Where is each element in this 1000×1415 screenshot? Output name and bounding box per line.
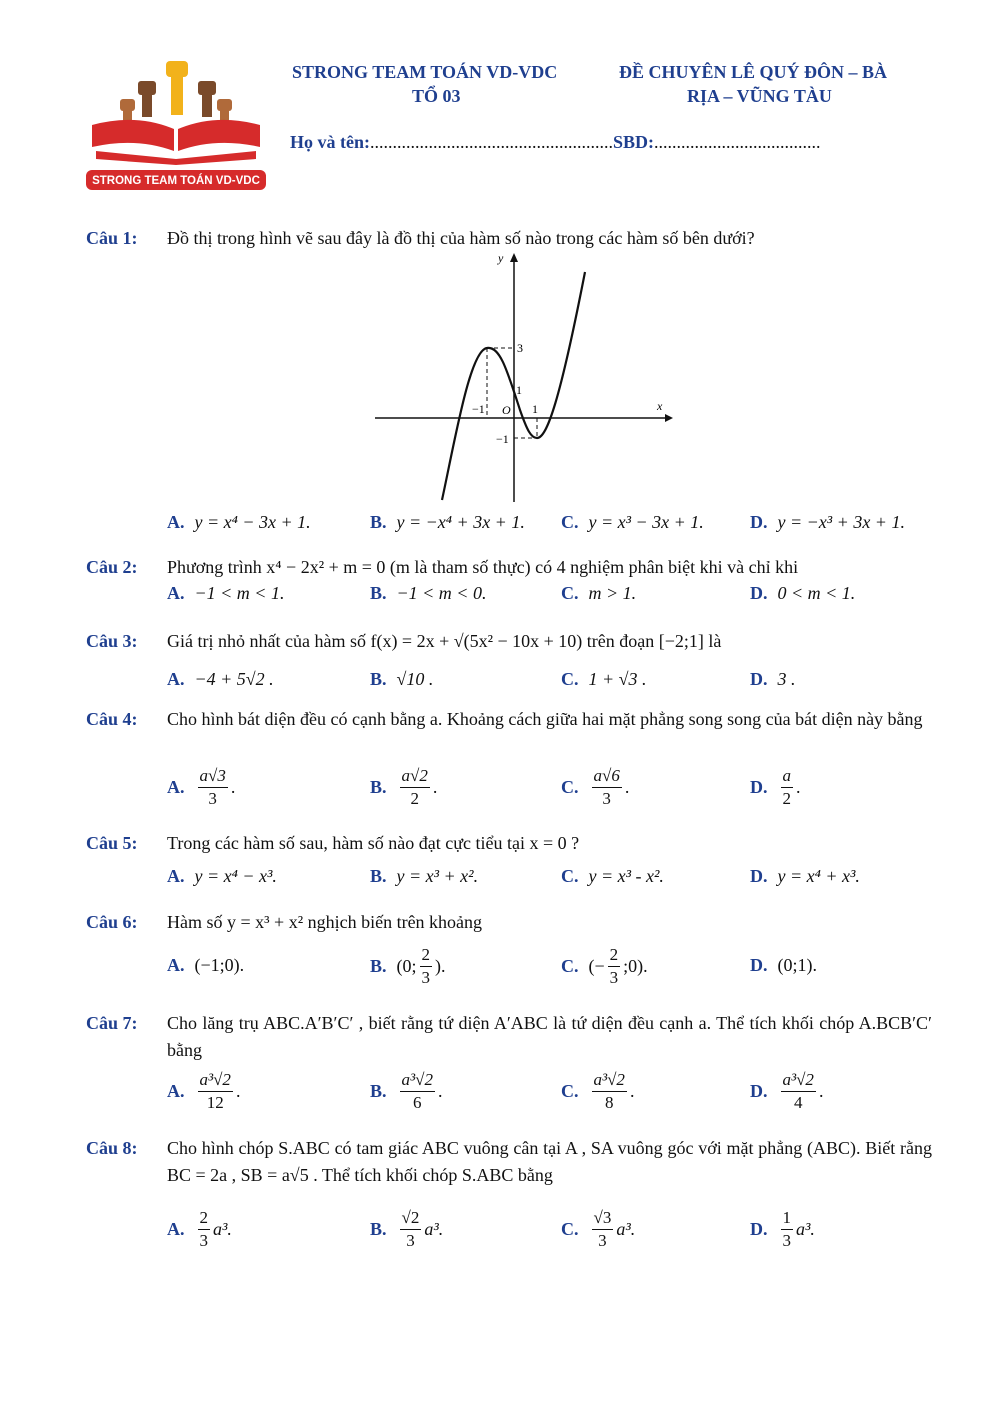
question-8-text: Cho hình chóp S.ABC có tam giác ABC vuông cân tại A , SA vuông góc với mặt phẳng (ABC). Biết rằng BC = 2a , SB = a√5 . Thể tích khối chóp S.ABC bằng bbox=[167, 1138, 932, 1185]
question-1-text: Đồ thị trong hình vẽ sau đây là đồ thị của hàm số nào trong các hàm số bên dưới? bbox=[167, 228, 755, 248]
q7-option-c[interactable]: C. $\frac{\text{a³√2}}{8}$ . bbox=[561, 1070, 635, 1112]
group-name: TỔ 03 bbox=[412, 86, 461, 106]
q6-option-a[interactable]: A. (−1;0). bbox=[167, 955, 245, 975]
tick-label-3: 3 bbox=[517, 341, 523, 355]
question-6-label: Câu 6: bbox=[86, 912, 138, 932]
q6-option-c[interactable]: C. (− $\frac{2}{3}$ ;0). bbox=[561, 945, 648, 987]
function-graph bbox=[375, 250, 675, 505]
logo-text: STRONG TEAM TOÁN VD-VDC bbox=[92, 175, 260, 187]
name-field[interactable]: ...................................................... bbox=[370, 132, 613, 152]
question-6-text: Hàm số y = x³ + x² nghịch biến trên khoảng bbox=[167, 912, 483, 932]
q4-option-b[interactable]: B. $\frac{a√2}{2}$ . bbox=[370, 766, 438, 808]
q5-option-d[interactable]: D. y = x⁴ + x³. bbox=[750, 866, 860, 886]
q3-option-c[interactable]: C. 1 + √3 . bbox=[561, 669, 647, 689]
q1-option-b[interactable]: B. y = −x⁴ + 3x + 1. bbox=[370, 512, 525, 532]
question-1-label: Câu 1: bbox=[86, 228, 138, 248]
question-2-label: Câu 2: bbox=[86, 557, 138, 577]
sbd-field[interactable]: ..................................... bbox=[654, 132, 821, 152]
exam-title-line1: ĐỀ CHUYÊN LÊ QUÝ ĐÔN – BÀ bbox=[619, 62, 888, 82]
q5-option-a[interactable]: A. y = x⁴ − x³. bbox=[167, 866, 277, 886]
q8-option-b[interactable]: B. $\frac{√2}{3}$ a³. bbox=[370, 1208, 444, 1250]
sbd-label: SBD: bbox=[613, 132, 655, 152]
y-axis-arrow bbox=[510, 253, 518, 262]
q3-option-a[interactable]: A. −4 + 5√2 . bbox=[167, 669, 274, 689]
q8-option-c[interactable]: C. $\frac{√3}{3}$ a³. bbox=[561, 1208, 636, 1250]
tick-label-x1: 1 bbox=[532, 402, 538, 416]
q6-option-b[interactable]: B. (0; $\frac{2}{3}$ ). bbox=[370, 945, 446, 987]
q5-option-b[interactable]: B. y = x³ + x². bbox=[370, 866, 479, 886]
question-2-text: Phương trình x⁴ − 2x² + m = 0 (m là tham số thực) có 4 nghiệm phân biệt khi và chỉ khi bbox=[167, 557, 799, 577]
question-5-text: Trong các hàm số sau, hàm số nào đạt cực tiểu tại x = 0 ? bbox=[167, 833, 580, 853]
x-axis-label: x bbox=[657, 399, 663, 413]
q7-option-d[interactable]: D. $\frac{\text{a³√2}}{4}$ . bbox=[750, 1070, 824, 1112]
q3-option-b[interactable]: B. √10 . bbox=[370, 669, 434, 689]
q8-option-d[interactable]: D. $\frac{1}{3}$ a³. bbox=[750, 1208, 815, 1250]
y-axis-label: y bbox=[498, 251, 504, 265]
candidate-info bbox=[290, 132, 821, 153]
q4-option-c[interactable]: C. $\frac{a√6}{3}$ . bbox=[561, 766, 630, 808]
q2-option-b[interactable]: B. −1 < m < 0. bbox=[370, 583, 487, 603]
q2-option-a[interactable]: A. −1 < m < 1. bbox=[167, 583, 285, 603]
question-8-label: Câu 8: bbox=[86, 1138, 138, 1158]
q6-option-d[interactable]: D. (0;1). bbox=[750, 955, 817, 975]
origin-label: O bbox=[502, 403, 511, 417]
q2-option-d[interactable]: D. 0 < m < 1. bbox=[750, 583, 856, 603]
question-3-label: Câu 3: bbox=[86, 631, 138, 651]
tick-label-xm1: −1 bbox=[472, 402, 485, 416]
q2-option-c[interactable]: C. m > 1. bbox=[561, 583, 637, 603]
question-7-text: Cho lăng trụ ABC.A′B′C′ , biết rằng tứ diện A′ABC là tứ diện đều cạnh a. Thể tích khối chóp A.BCB′C′ bằng bbox=[167, 1013, 932, 1060]
exam-title-line2: RỊA – VŨNG TÀU bbox=[687, 86, 832, 106]
q7-option-a[interactable]: A. $\frac{\text{a³√2}}{12}$ . bbox=[167, 1070, 241, 1112]
question-4-text: Cho hình bát diện đều có cạnh bằng a. Khoảng cách giữa hai mặt phẳng song song của bát diện này bằng bbox=[167, 709, 923, 729]
question-7-label: Câu 7: bbox=[86, 1013, 138, 1033]
q7-option-b[interactable]: B. $\frac{\text{a³√2}}{6}$ . bbox=[370, 1070, 443, 1112]
question-3-text: Giá trị nhỏ nhất của hàm số f(x) = 2x + √(5x² − 10x + 10) trên đoạn [−2;1] là bbox=[167, 631, 722, 651]
question-4-label: Câu 4: bbox=[86, 709, 138, 729]
team-name: STRONG TEAM TOÁN VD-VDC bbox=[292, 62, 558, 82]
q4-option-a[interactable]: A. $\frac{a√3}{3}$ . bbox=[167, 766, 236, 808]
tick-label-y1: 1 bbox=[516, 383, 522, 397]
tick-label-ym1: −1 bbox=[496, 432, 509, 446]
q1-option-a[interactable]: A. y = x⁴ − 3x + 1. bbox=[167, 512, 311, 532]
q3-option-d[interactable]: D. 3 . bbox=[750, 669, 796, 689]
q1-option-d[interactable]: D. y = −x³ + 3x + 1. bbox=[750, 512, 905, 532]
question-5-label: Câu 5: bbox=[86, 833, 138, 853]
name-label: Họ và tên: bbox=[290, 132, 370, 152]
team-logo bbox=[86, 55, 266, 190]
q1-option-c[interactable]: C. y = x³ − 3x + 1. bbox=[561, 512, 704, 532]
x-axis-arrow bbox=[665, 414, 673, 422]
q8-option-a[interactable]: A. $\frac{2}{3}$ a³. bbox=[167, 1208, 232, 1250]
q5-option-c[interactable]: C. y = x³ - x². bbox=[561, 866, 664, 886]
q4-option-d[interactable]: D. $\frac{a}{2}$ . bbox=[750, 766, 801, 808]
